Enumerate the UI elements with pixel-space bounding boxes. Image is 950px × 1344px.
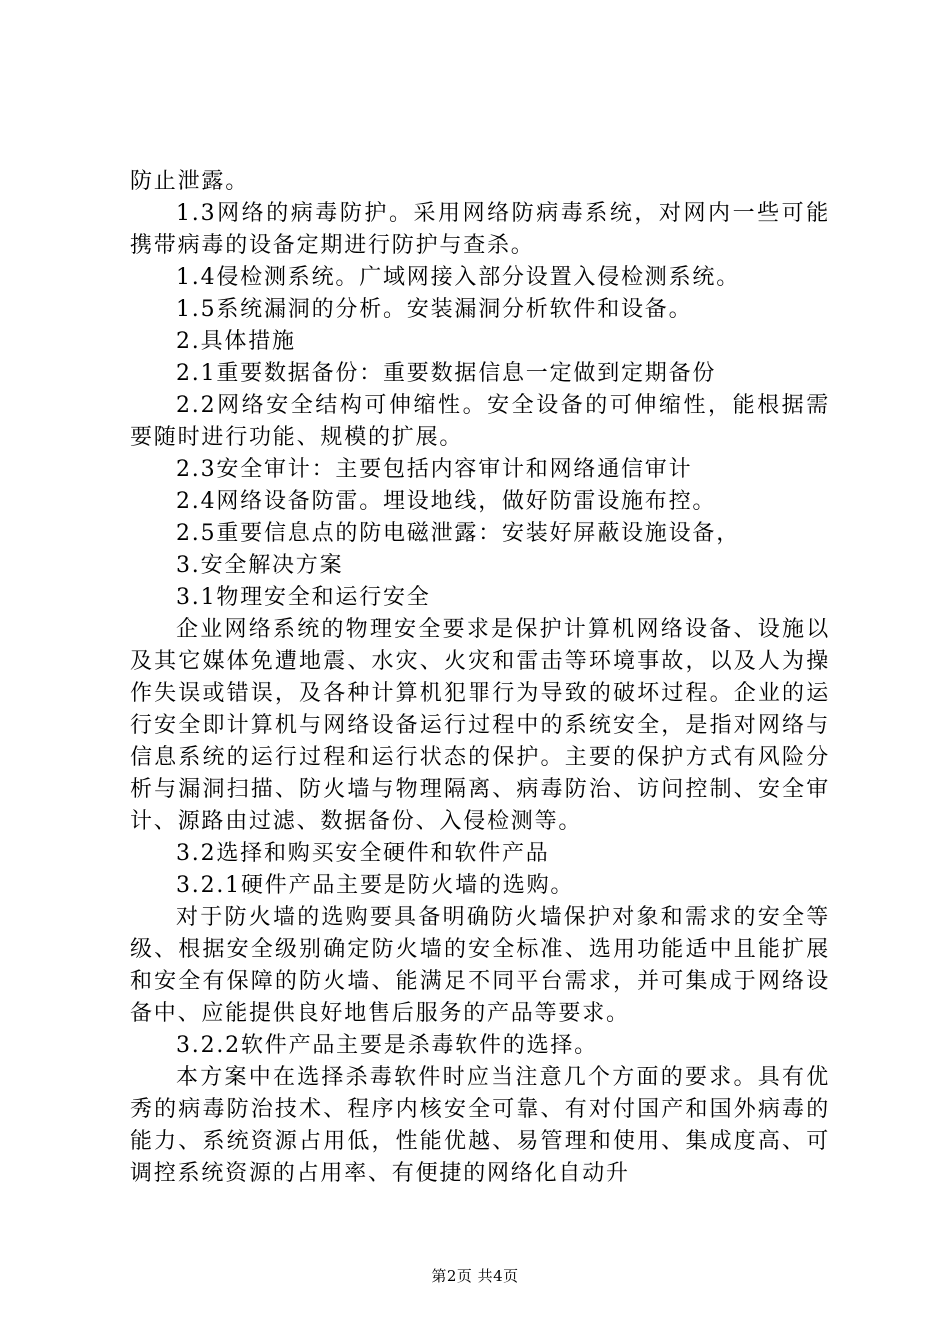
paragraph: 2.2网络安全结构可伸缩性。安全设备的可伸缩性，能根据需要随时进行功能、规模的扩展。 [130, 393, 830, 450]
paragraph: 3.1物理安全和运行安全 [176, 585, 431, 610]
paragraph: 企业网络系统的物理安全要求是保护计算机网络设备、设施以及其它媒体免遭地震、水灾、火灾和雷击等环境事故，以及人为操作失误或错误，及各种计算机犯罪行为导致的破坏过程。企业的运行安全即计算机与网络设备运行过程中的系统安全，是指对网络与信息系统的运行过程和运行状态的保护。主要的保护方式有风险分析与漏洞扫描、防火墙与物理隔离、病毒防治、访问控制、安全审计、源路由过滤、数据备份、入侵检测等。 [130, 617, 830, 834]
paragraph: 2.1重要数据备份：重要数据信息一定做到定期备份 [176, 361, 717, 386]
document-body [130, 166, 830, 1190]
paragraph: 1.5系统漏洞的分析。安装漏洞分析软件和设备。 [176, 297, 693, 322]
paragraph: 2.4网络设备防雷。埋设地线，做好防雷设施布控。 [176, 489, 717, 514]
paragraph: 2.具体措施 [176, 329, 296, 354]
paragraph: 本方案中在选择杀毒软件时应当注意几个方面的要求。具有优秀的病毒防治技术、程序内核安全可靠、有对付国产和国外病毒的能力、系统资源占用低，性能优越、易管理和使用、集成度高、可调控系统资源的占用率、有便捷的网络化自动升 [130, 1065, 830, 1186]
paragraph: 1.4侵检测系统。广域网接入部分设置入侵检测系统。 [176, 265, 740, 290]
paragraph: 2.3安全审计：主要包括内容审计和网络通信审计 [176, 457, 693, 482]
paragraph: 3.2选择和购买安全硬件和软件产品 [176, 841, 550, 866]
paragraph: 1.3网络的病毒防护。采用网络防病毒系统，对网内一些可能携带病毒的设备定期进行防护与查杀。 [130, 201, 830, 258]
page-footer: 第2页 共4页 [431, 1267, 519, 1285]
paragraph: 防止泄露。 [130, 169, 250, 194]
paragraph: 3.2.1硬件产品主要是防火墙的选购。 [176, 873, 575, 898]
paragraph: 3.2.2软件产品主要是杀毒软件的选择。 [176, 1033, 598, 1058]
paragraph: 2.5重要信息点的防电磁泄露：安装好屏蔽设施设备， [176, 521, 740, 546]
paragraph: 3.安全解决方案 [176, 553, 344, 578]
paragraph: 对于防火墙的选购要具备明确防火墙保护对象和需求的安全等级、根据安全级别确定防火墙的安全标准、选用功能适中且能扩展和安全有保障的防火墙、能满足不同平台需求，并可集成于网络设备中、应能提供良好地售后服务的产品等要求。 [130, 905, 830, 1026]
